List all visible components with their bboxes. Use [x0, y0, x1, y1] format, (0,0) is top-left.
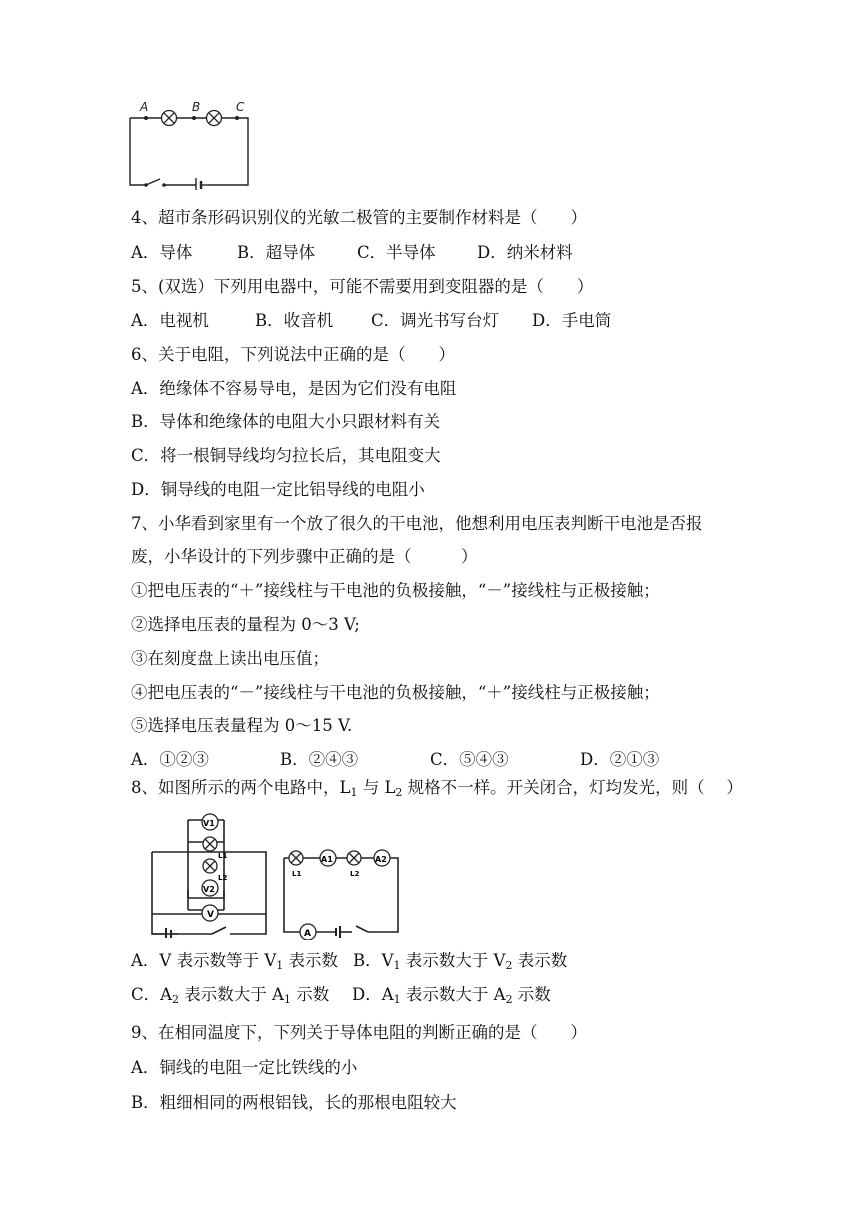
a2-meter-label: A2	[375, 855, 387, 864]
point-c-label: C	[236, 100, 245, 114]
lamp-2-icon	[207, 111, 222, 126]
point-b-label: B	[192, 100, 201, 114]
q6-option-d: D．铜导线的电阻一定比铝导线的电阻小	[131, 480, 425, 499]
question-9-stem: 9、在相同温度下，下列关于导体电阻的判断正确的是（ ）	[131, 1023, 587, 1042]
v-meter-label: V	[207, 910, 214, 920]
q4-option-d: D．纳米材料	[477, 243, 573, 262]
q7-step-2: ②选择电压表的量程为 0～3 V;	[131, 615, 360, 634]
q7-option-a: A．①②③	[131, 750, 209, 769]
q7-step-1: ①把电压表的“＋”接线柱与干电池的负极接触，“－”接线柱与正极接触；	[131, 581, 660, 600]
q4-option-c: C．半导体	[357, 243, 436, 262]
l2-lamp-label-right: L2	[350, 870, 360, 878]
question-6-stem: 6、关于电阻，下列说法中正确的是（ ）	[131, 345, 455, 364]
q4-option-a: A．导体	[131, 243, 193, 262]
v2-meter-label: V2	[203, 885, 215, 894]
point-a-label: A	[140, 100, 149, 114]
q5-option-a: A．电视机	[131, 311, 209, 330]
l1-lamp-label-right: L1	[292, 870, 302, 878]
q6-option-a: A．绝缘体不容易导电，是因为它们没有电阻	[131, 379, 457, 398]
q7-option-d: D．②①③	[580, 750, 660, 769]
a1-meter-label: A1	[321, 855, 333, 864]
q4-option-b: B．超导体	[237, 243, 316, 262]
q8-option-b: B．$V_1$ 表示数大于 $V_2$ 表示数	[353, 951, 568, 972]
a-meter-label: A	[304, 929, 311, 939]
question-8-stem: 8、如图所示的两个电路中，$L_1$ 与 $L_2$ 规格不一样。开关闭合，灯均发光，则（ ）	[131, 778, 743, 799]
q5-option-d: D．手电筒	[532, 311, 612, 330]
v1-meter-label: V1	[203, 819, 215, 828]
ammeter-circuit-diagram	[280, 840, 404, 940]
q9-option-a: A．铜线的电阻一定比铁线的小	[131, 1058, 358, 1077]
l2-lamp-label-left: L2	[218, 874, 228, 882]
question-4-stem: 4、超市条形码识别仪的光敏二极管的主要制作材料是（ ）	[131, 208, 587, 227]
q6-option-b: B．导体和绝缘体的电阻大小只跟材料有关	[131, 412, 441, 431]
question-5-stem: 5、(双选）下列用电器中，可能不需要用到变阻器的是（ ）	[131, 277, 594, 296]
l1-lamp-label-left: L1	[218, 852, 228, 860]
q9-option-b: B．粗细相同的两根铝钱，长的那根电阻较大	[131, 1093, 457, 1112]
q5-option-b: B．收音机	[255, 311, 334, 330]
q7-step-5: ⑤选择电压表量程为 0～15 V.	[131, 716, 353, 735]
voltmeter-circuit-diagram	[148, 810, 272, 938]
question-7-stem-line-1: 7、小华看到家里有一个放了很久的干电池，他想利用电压表判断干电池是否报	[131, 514, 703, 533]
lamp-1-icon	[162, 111, 177, 126]
question-7-stem-line-2: 废，小华设计的下列步骤中正确的是（ ）	[131, 547, 478, 566]
series-circuit-diagram	[124, 98, 256, 190]
q7-option-b: B．②④③	[280, 750, 359, 769]
q7-option-c: C．⑤④③	[430, 750, 509, 769]
q8-option-d: D．$A_1$ 表示数大于 $A_2$ 示数	[352, 985, 551, 1006]
q8-option-a: A．V 表示数等于 $V_1$ 表示数	[131, 951, 338, 972]
q6-option-c: C．将一根铜导线均匀拉长后，其电阻变大	[131, 446, 441, 465]
q8-option-c: C．$A_2$ 表示数大于 $A_1$ 示数	[131, 985, 330, 1006]
q7-step-3: ③在刻度盘上读出电压值；	[131, 649, 329, 668]
q7-step-4: ④把电压表的“－”接线柱与干电池的负极接触，“＋”接线柱与正极接触；	[131, 683, 660, 702]
q5-option-c: C．调光书写台灯	[371, 311, 500, 330]
